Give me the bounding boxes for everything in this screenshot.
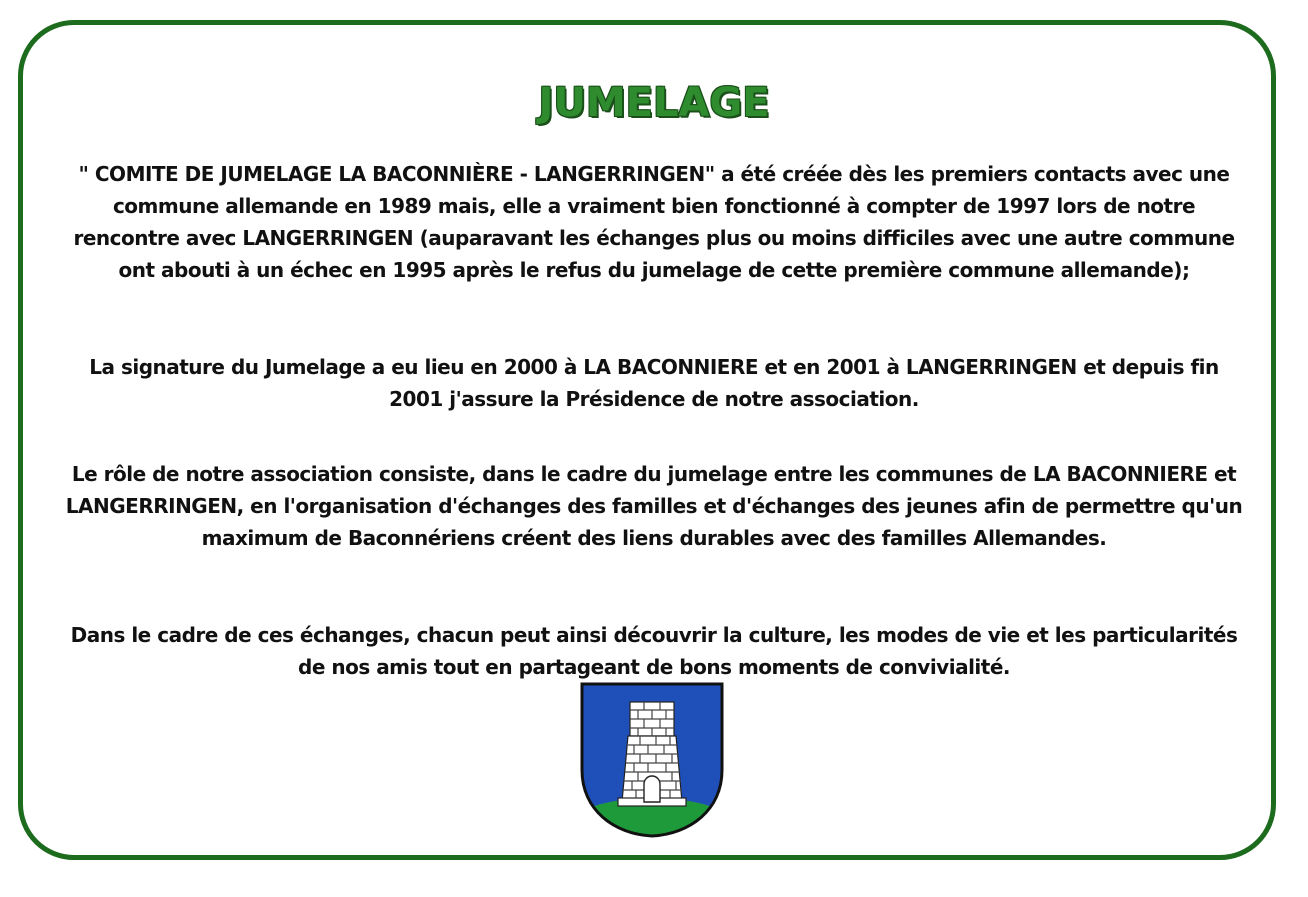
paragraph-exchanges: Dans le cadre de ces échanges, chacun peut ainsi découvrir la culture, les modes de vie et les particularités de nos amis tout en partageant de bons moments de convivialité.	[70, 623, 1238, 679]
page-title: JUMELAGE	[538, 79, 770, 126]
paragraph-role: Le rôle de notre association consiste, dans le cadre du jumelage entre les communes de LA BACONNIERE et LANGERRINGEN, en l'organisation d'échanges des familles et d'échanges des jeunes afin de permettre qu'un maximum de Baconnériens créent des liens durables avec des familles Allemandes.	[65, 462, 1243, 550]
coat-of-arms-tower-icon	[578, 680, 726, 840]
paragraph-signature: La signature du Jumelage a eu lieu en 2000 à LA BACONNIERE et en 2001 à LANGERRINGEN et depuis fin 2001 j'assure la Présidence de notre association.	[89, 355, 1219, 411]
paragraph-history: " COMITE DE JUMELAGE LA BACONNIÈRE - LANGERRINGEN" a été créée dès les premiers contacts avec une commune allemande en 1989 mais, elle a vraiment bien fonctionné à compter de 1997 lors de notre rencontre avec LANGERRINGEN (auparavant les échanges plus ou moins difficiles avec une autre commune ont abouti à un échec en 1995 après le refus du jumelage de cette première commune allemande);	[73, 162, 1235, 282]
